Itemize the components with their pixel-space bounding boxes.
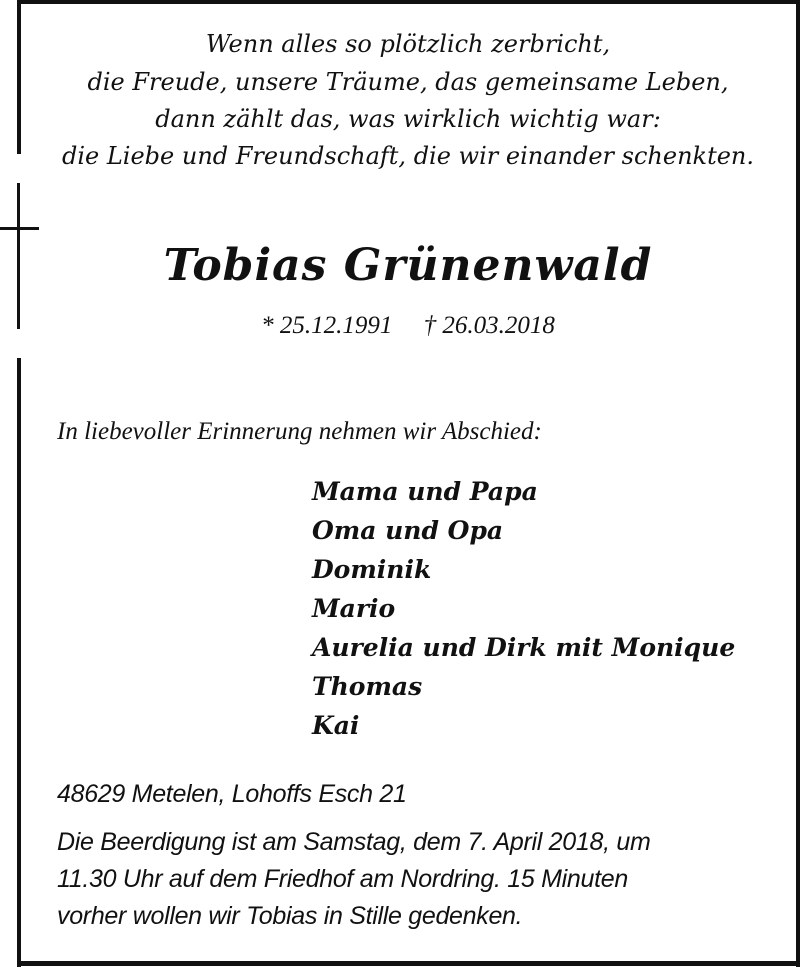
border-top xyxy=(17,0,800,4)
poem-line: die Liebe und Freundschaft, die wir einander schenkten. xyxy=(61,142,754,170)
farewell-intro: In liebevoller Erinnerung nehmen wir Abschied: xyxy=(57,418,542,445)
poem-line: dann zählt das, was wirklich wichtig war: xyxy=(155,105,661,133)
life-dates: * 25.12.1991 † 26.03.2018 xyxy=(261,312,555,339)
mourner: Mama und Papa xyxy=(312,477,538,506)
funeral-line: Die Beerdigung ist am Samstag, dem 7. April 2018, um xyxy=(57,828,651,856)
mourner: Aurelia und Dirk mit Monique xyxy=(312,633,736,662)
mourner: Thomas xyxy=(312,672,423,701)
deceased-name: Tobias Grünenwald xyxy=(163,240,653,291)
funeral-line: 11.30 Uhr auf dem Friedhof am Nordring. 15 Minuten xyxy=(57,865,628,893)
cross-icon-horizontal xyxy=(0,227,39,230)
address: 48629 Metelen, Lohoffs Esch 21 xyxy=(57,780,407,808)
border-left-bottom xyxy=(17,358,21,967)
mourner: Mario xyxy=(312,594,396,623)
mourner: Kai xyxy=(312,711,360,740)
border-bottom xyxy=(17,961,800,966)
mourner: Oma und Opa xyxy=(312,516,504,545)
mourner: Dominik xyxy=(312,555,432,584)
poem-line: Wenn alles so plötzlich zerbricht, xyxy=(205,30,611,58)
funeral-line: vorher wollen wir Tobias in Stille gedenken. xyxy=(57,902,523,930)
poem-line: die Freude, unsere Träume, das gemeinsame Leben, xyxy=(87,68,729,96)
